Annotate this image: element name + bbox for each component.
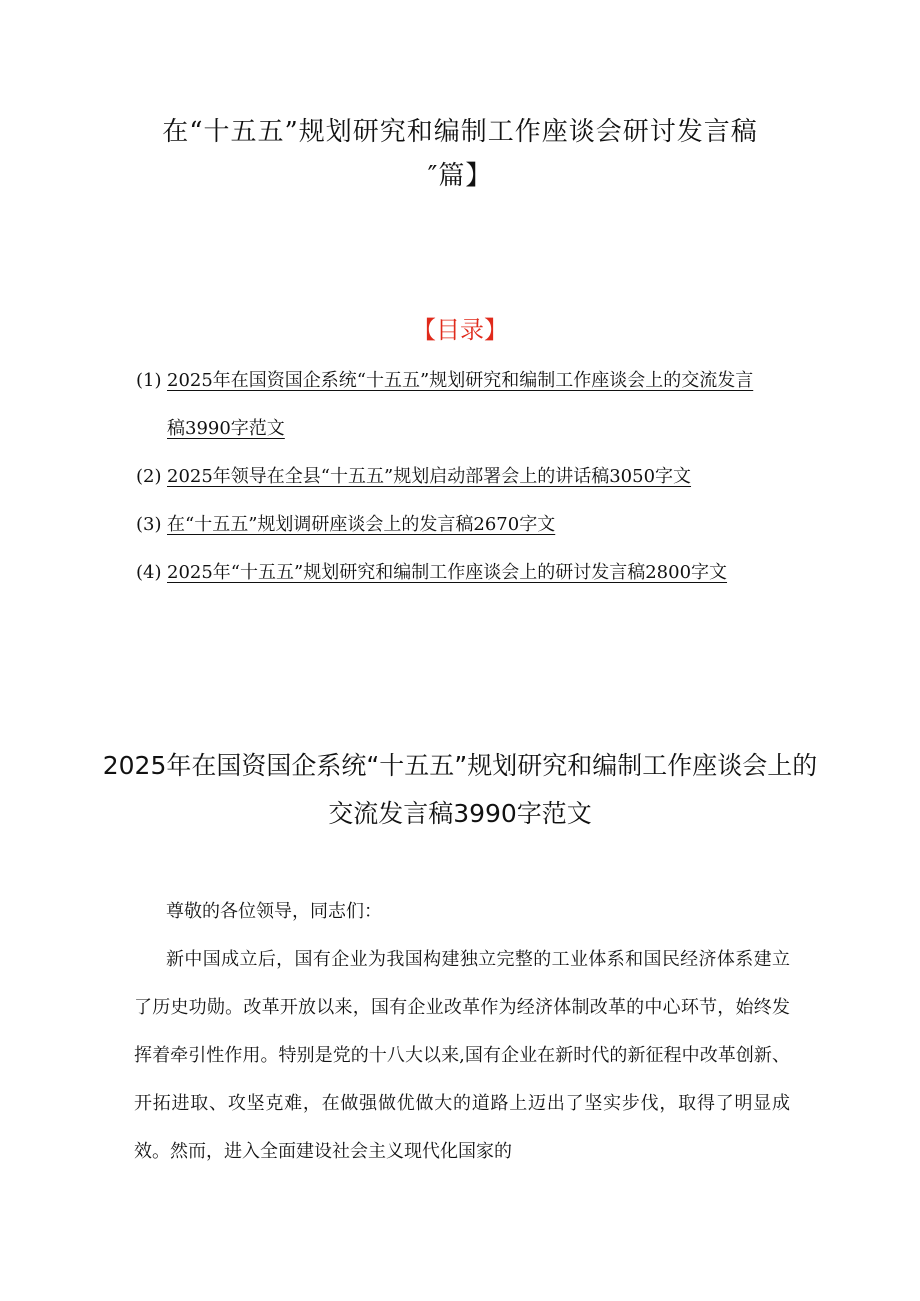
- toc-item-link[interactable]: 2025年在国资国企系统“十五五”规划研究和编制工作座谈会上的交流发言稿3990字范文: [167, 370, 754, 439]
- section-body: [134, 888, 790, 1176]
- toc-item-number: (2): [136, 466, 162, 487]
- body-paragraph: 新中国成立后，国有企业为我国构建独立完整的工业体系和国民经济体系建立了历史功勋。改革开放以来，国有企业改革作为经济体制改革的中心环节，始终发挥着牵引性作用。特别是党的十八大以来,国有企业在新时代的新征程中改革创新、开拓进取、攻坚克难，在做强做优做大的道路上迈出了坚实步伐，取得了明显成效。然而，进入全面建设社会主义现代化国家的: [134, 949, 790, 1162]
- salutation: 尊敬的各位领导，同志们：: [166, 901, 382, 922]
- document-title: [80, 110, 840, 198]
- toc-item-1[interactable]: [136, 357, 756, 453]
- toc-heading: 【目录】: [412, 316, 508, 344]
- table-of-contents: [136, 357, 756, 597]
- toc-item-number: (3): [136, 514, 162, 535]
- document-title-line-2: ″篇】: [427, 161, 493, 191]
- toc-item-3[interactable]: [136, 501, 756, 549]
- document-title-line-1: 在“十五五”规划研究和编制工作座谈会研讨发言稿: [162, 117, 758, 147]
- toc-item-number: (4): [136, 562, 162, 583]
- toc-item-4[interactable]: [136, 549, 756, 597]
- section-title: 2025年在国资国企系统“十五五”规划研究和编制工作座谈会上的交流发言稿3990字范文: [102, 751, 818, 828]
- toc-item-link[interactable]: 2025年“十五五”规划研究和编制工作座谈会上的研讨发言稿2800字文: [167, 562, 728, 583]
- toc-item-2[interactable]: [136, 453, 756, 501]
- toc-item-number: (1): [136, 370, 162, 391]
- toc-item-link[interactable]: 在“十五五”规划调研座谈会上的发言稿2670字文: [167, 514, 556, 535]
- toc-item-link[interactable]: 2025年领导在全县“十五五”规划启动部署会上的讲话稿3050字文: [167, 466, 692, 487]
